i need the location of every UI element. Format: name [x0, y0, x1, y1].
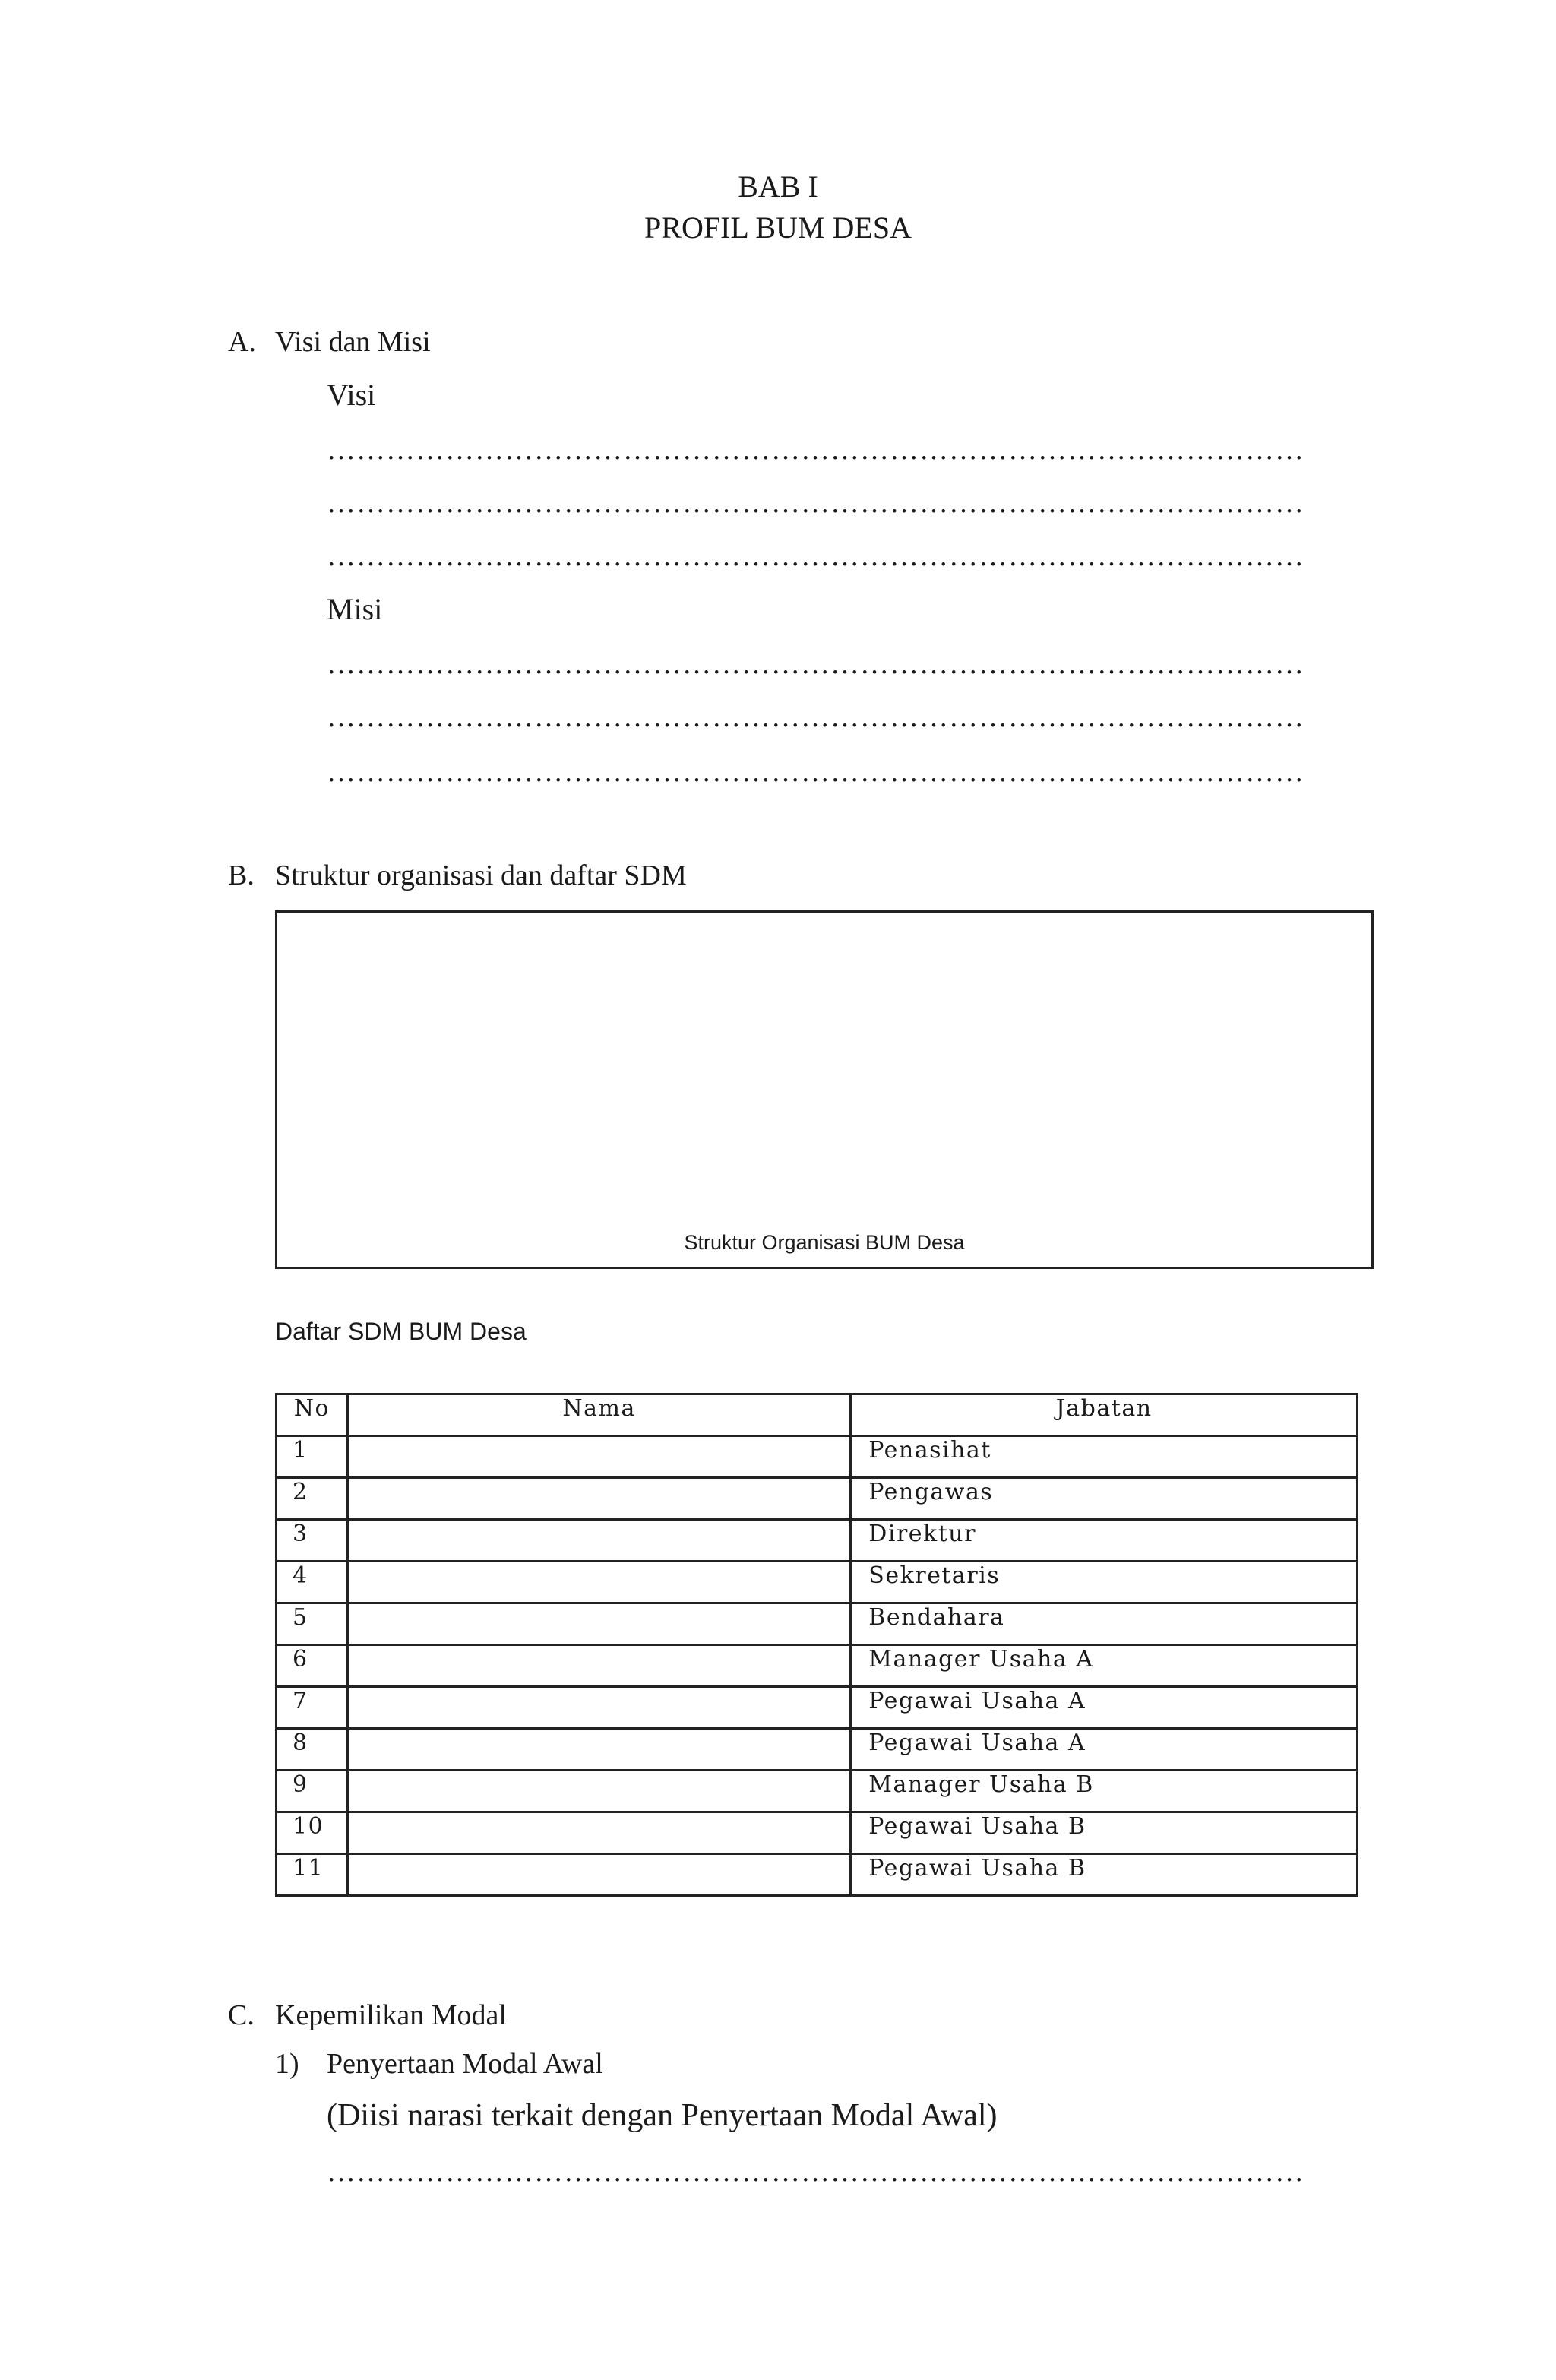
section-b-letter: B.	[228, 859, 255, 891]
row-nama	[347, 1812, 850, 1854]
table-row	[277, 1645, 1358, 1687]
row-nama	[347, 1645, 850, 1687]
row-jabatan: Sekretaris	[851, 1562, 1358, 1603]
row-no: 3	[277, 1520, 348, 1562]
table-header-row	[277, 1394, 1358, 1436]
chapter-title: PROFIL BUM DESA	[644, 210, 912, 245]
row-jabatan: Pegawai Usaha A	[851, 1687, 1358, 1729]
row-jabatan: Pegawai Usaha B	[851, 1812, 1358, 1854]
misi-label: Misi	[327, 592, 383, 626]
row-jabatan: Bendahara	[851, 1603, 1358, 1645]
table-row	[277, 1562, 1358, 1603]
section-a-title: Visi dan Misi	[275, 326, 431, 358]
section-b-title: Struktur organisasi dan daftar SDM	[275, 859, 687, 891]
row-nama	[347, 1562, 850, 1603]
table-row	[277, 1687, 1358, 1729]
row-no: 10	[277, 1812, 348, 1854]
row-jabatan: Manager Usaha B	[851, 1771, 1358, 1812]
row-nama	[347, 1436, 850, 1478]
row-jabatan: Pengawas	[851, 1478, 1358, 1520]
row-nama	[347, 1771, 850, 1812]
misi-dot-line-2: ………………………………………………………………………………………	[327, 701, 1305, 733]
visi-dot-line-3: ………………………………………………………………………………………	[327, 540, 1305, 572]
row-nama	[347, 1520, 850, 1562]
item-number: 1)	[275, 2048, 299, 2080]
row-no: 6	[277, 1645, 348, 1687]
row-nama	[347, 1729, 850, 1771]
row-nama	[347, 1854, 850, 1896]
misi-dot-line-3: ………………………………………………………………………………………	[327, 756, 1305, 788]
row-no: 1	[277, 1436, 348, 1478]
row-jabatan: Direktur	[851, 1520, 1358, 1562]
org-chart-placeholder	[275, 910, 1374, 1269]
section-c-letter: C.	[228, 1999, 255, 2031]
misi-dot-line-1: ………………………………………………………………………………………	[327, 648, 1305, 680]
table-row	[277, 1436, 1358, 1478]
table-row	[277, 1854, 1358, 1896]
item-title: Penyertaan Modal Awal	[327, 2048, 603, 2080]
table-row	[277, 1771, 1358, 1812]
table-row	[277, 1729, 1358, 1771]
org-chart-caption: Struktur Organisasi BUM Desa	[684, 1231, 965, 1254]
visi-label: Visi	[327, 378, 376, 412]
table-row	[277, 1812, 1358, 1854]
row-no: 5	[277, 1603, 348, 1645]
row-no: 7	[277, 1687, 348, 1729]
table-row	[277, 1603, 1358, 1645]
section-c-title: Kepemilikan Modal	[275, 1999, 507, 2031]
chapter-label: BAB I	[738, 169, 818, 204]
row-nama	[347, 1687, 850, 1729]
row-no: 9	[277, 1771, 348, 1812]
header-nama: Nama	[347, 1394, 850, 1436]
header-jabatan: Jabatan	[851, 1394, 1358, 1436]
row-jabatan: Manager Usaha A	[851, 1645, 1358, 1687]
sdm-list-title: Daftar SDM BUM Desa	[275, 1318, 527, 1345]
row-no: 8	[277, 1729, 348, 1771]
table-row	[277, 1478, 1358, 1520]
table-row	[277, 1520, 1358, 1562]
row-jabatan: Pegawai Usaha A	[851, 1729, 1358, 1771]
visi-dot-line-1: ………………………………………………………………………………………	[327, 434, 1305, 466]
section-a-letter: A.	[228, 326, 256, 358]
visi-dot-line-2: ………………………………………………………………………………………	[327, 487, 1305, 519]
row-jabatan: Penasihat	[851, 1436, 1358, 1478]
row-jabatan: Pegawai Usaha B	[851, 1854, 1358, 1896]
header-no: No	[277, 1394, 348, 1436]
row-nama	[347, 1478, 850, 1520]
row-nama	[347, 1603, 850, 1645]
row-no: 2	[277, 1478, 348, 1520]
row-no: 11	[277, 1854, 348, 1896]
sdm-table	[275, 1393, 1358, 1897]
modal-dot-line: ………………………………………………………………………………………	[327, 2156, 1305, 2188]
instruction-text: (Diisi narasi terkait dengan Penyertaan Modal Awal)	[327, 2098, 998, 2133]
row-no: 4	[277, 1562, 348, 1603]
